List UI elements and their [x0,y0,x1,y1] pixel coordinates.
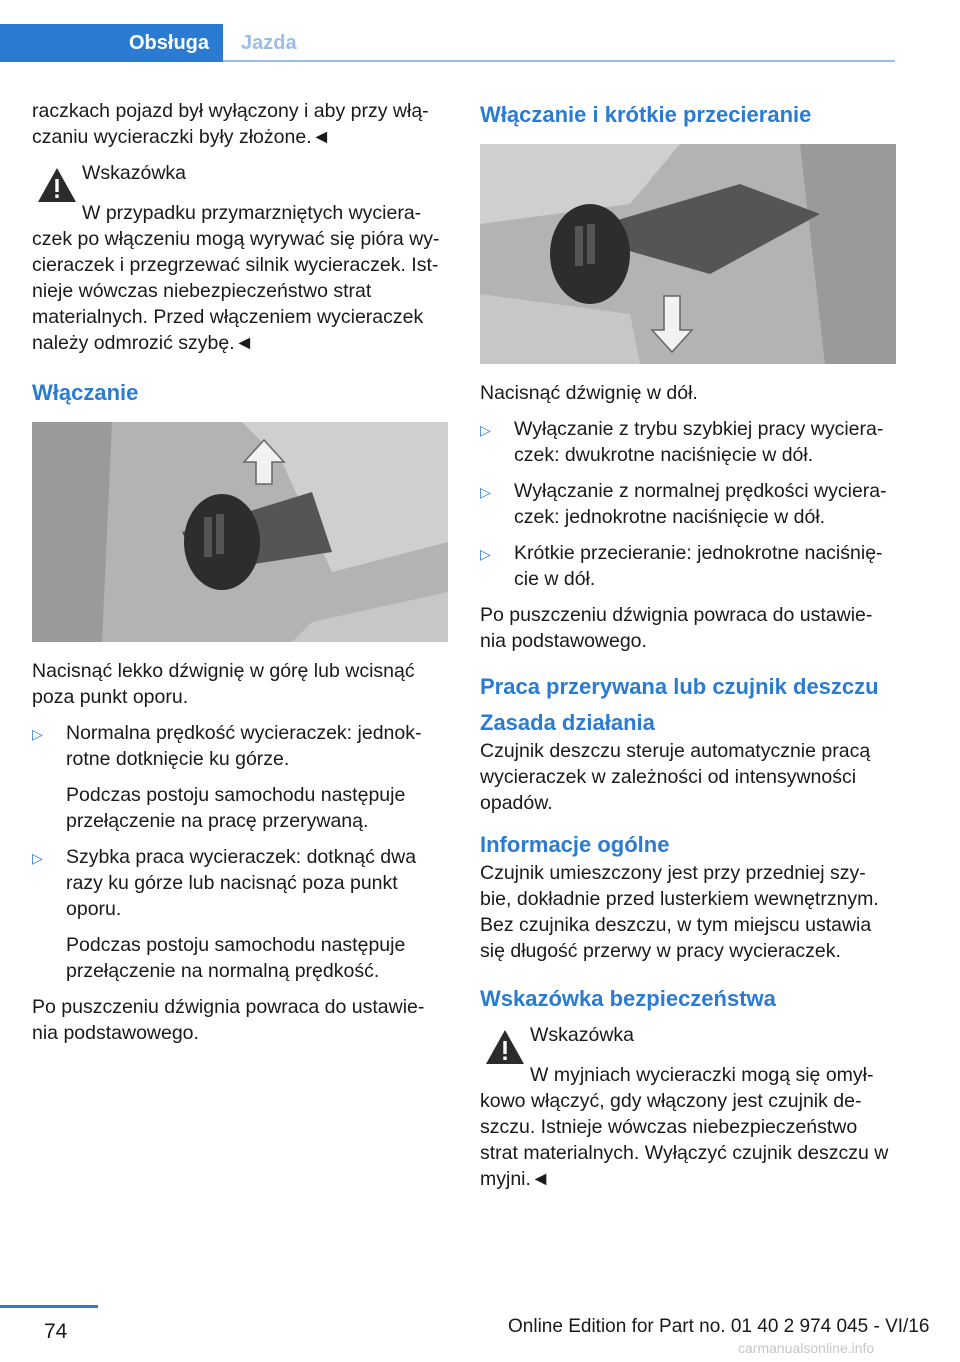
section-heading: Włączanie [32,380,139,405]
warning-text: W myjniach wycieraczki mogą się omył-kowo włączyć, gdy włączony jest czujnik de-szczu. Istnieje wówczas niebezpieczeństwo strat materialnych. Wyłączyć czujnik deszczu w myjni.◄ [480,1064,889,1190]
bullet-triangle-icon: ▷ [480,422,491,438]
list-item-text: Wyłączanie z normalnej prędkości wyciera-czek: jednokrotne naciśnięcie w dół. [514,480,887,528]
left-column [32,98,448,1046]
subheading-principle: Zasada działania [480,710,655,735]
watermark: carmanualsonline.info [738,1340,875,1356]
list-item-subtext: Podczas postoju samochodu następuje przełączenie na normalną prędkość. [66,934,406,982]
list-item [480,478,896,530]
tab-divider [223,60,895,62]
tab-jazda[interactable]: Jazda [241,31,297,54]
section-heading-rain-sensor: Praca przerywana lub czujnik deszczu [480,674,879,699]
wiper-lever-down-image [480,144,896,364]
section-heading: Włączanie i krótkie przecieranie [480,102,812,127]
lever-down-illustration [480,144,896,364]
warning-triangle-icon [480,1028,530,1066]
general-text: Czujnik umieszczony jest przy przedniej szy-bie, dokładnie przed lusterkiem wewnętrznym. Bez czujnika deszczu, w tym miejscu ustawia się długość przerwy w pracy wycieraczek. [480,862,879,962]
list-item-text: Szybka praca wycieraczek: dotknąć dwa razy ku górze lub nacisnąć poza punkt oporu. [66,846,417,920]
list-item-text: Wyłączanie z trybu szybkiej pracy wyciera-czek: dwukrotne naciśnięcie w dół. [514,418,884,466]
bullet-triangle-icon: ▷ [32,850,43,866]
right-column [480,98,896,1192]
list-item-subtext: Podczas postoju samochodu następuje przełączenie na pracę przerywaną. [66,784,406,832]
subheading-safety: Wskazówka bezpieczeństwa [480,986,776,1011]
bullet-triangle-icon: ▷ [480,546,491,562]
warning-triangle-icon [32,166,82,204]
warning-block [480,1022,896,1066]
list-item-text: Normalna prędkość wycieraczek: jednok-rotne dotknięcie ku górze. [66,722,422,770]
lever-up-illustration [32,422,448,642]
footer-rule [0,1305,98,1308]
principle-text: Czujnik deszczu steruje automatycznie pracą wycieraczek w zależności od intensywności opadów. [480,740,871,814]
warning-title: Wskazówka [82,162,187,184]
list-item-text: Krótkie przecieranie: jednokrotne naciśnię-cie w dół. [514,542,883,590]
list-item [32,720,448,834]
tab-obsluga[interactable]: Obsługa [0,24,223,62]
page-number: 74 [44,1320,68,1343]
intro-text: raczkach pojazd był wyłączony i aby przy włą-czaniu wycieraczki były złożone.◄ [32,100,429,148]
warning-text: W przypadku przymarzniętych wyciera-czek po włączeniu mogą wyrywać się pióra wy-cieraczek i przegrzewać silnik wycieraczek. Ist-nieje wówczas niebezpieczeństwo strat materialnych. Przed włączeniem wycieraczek należy odmrozić szybę.◄ [32,202,440,354]
outro-text: Po puszczeniu dźwignia powraca do ustawie-nia podstawowego. [32,996,425,1044]
wiper-lever-up-image [32,422,448,642]
bullet-triangle-icon: ▷ [32,726,43,742]
warning-title: Wskazówka [530,1024,635,1046]
subheading-general: Informacje ogólne [480,832,670,857]
edition-note: Online Edition for Part no. 01 40 2 974 045 - VI/16 [508,1316,930,1337]
bullet-triangle-icon: ▷ [480,484,491,500]
list-item [480,540,896,592]
list-item [32,844,448,984]
image-caption: Nacisnąć dźwignię w dół. [480,382,698,404]
header-tabs [0,24,895,62]
list-item [480,416,896,468]
outro-text: Po puszczeniu dźwignia powraca do ustawie-nia podstawowego. [480,604,873,652]
warning-block [32,160,448,204]
image-caption: Nacisnąć lekko dźwignię w górę lub wcisnąć poza punkt oporu. [32,660,415,708]
